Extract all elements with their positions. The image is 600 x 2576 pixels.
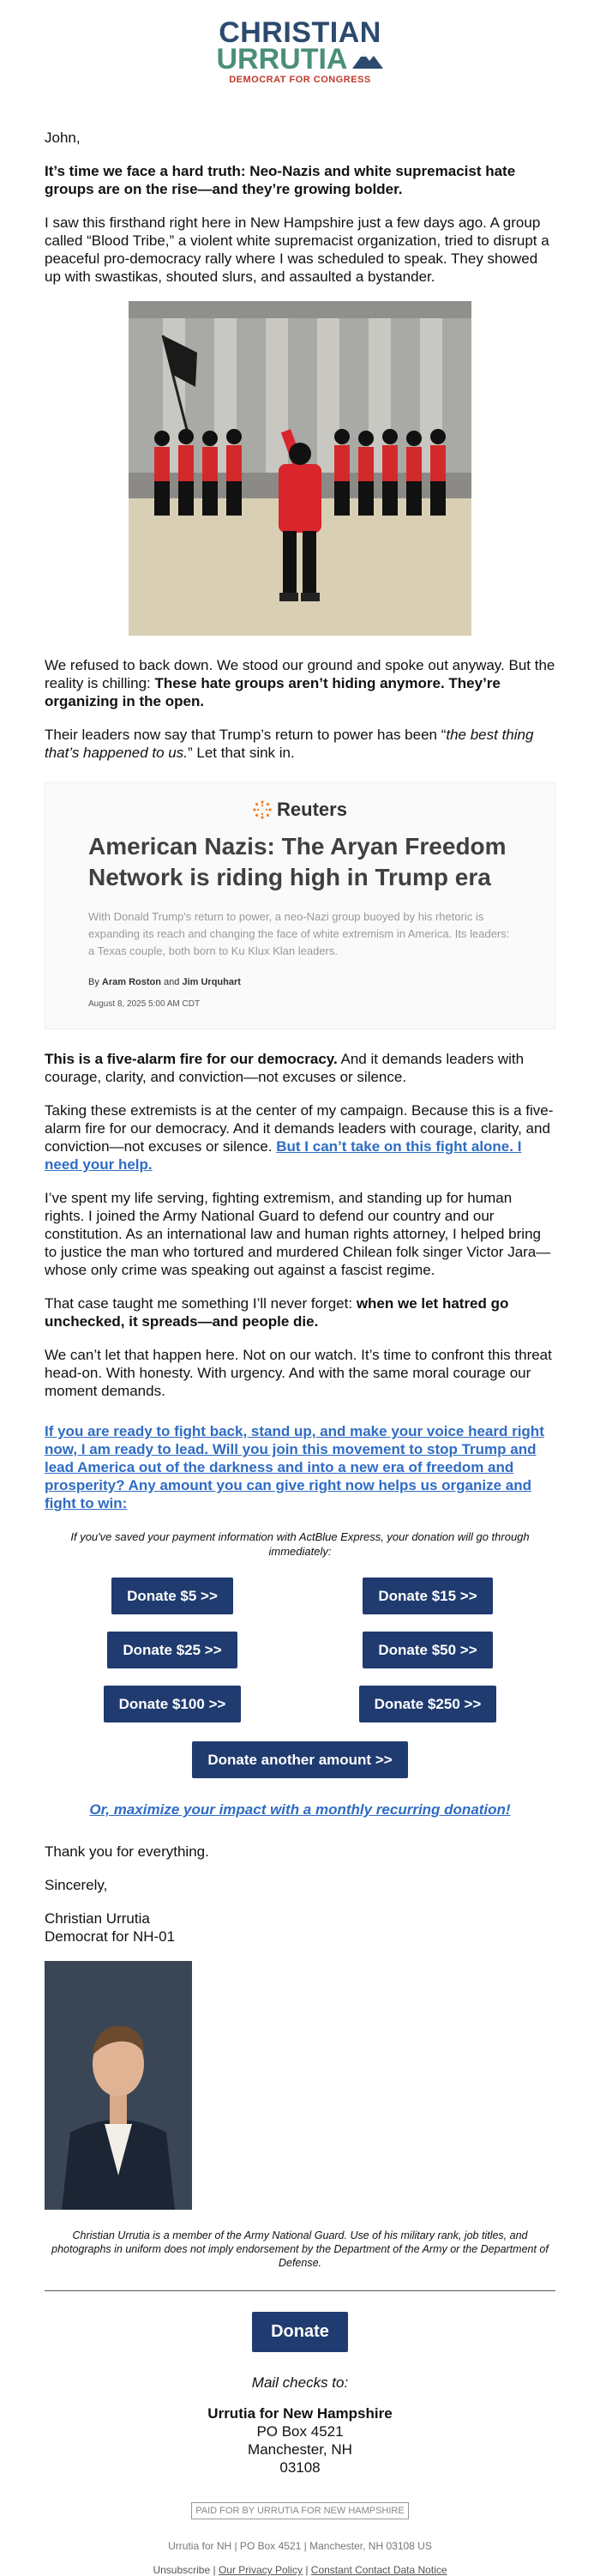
constant-contact-link[interactable]: Constant Contact Data Notice [310,2564,447,2576]
byline-and: and [164,977,180,987]
mountain-icon [352,50,383,69]
reuters-dot-logo-icon [253,800,272,819]
leaders-text-end: ” Let that sink in. [188,745,295,761]
taught-paragraph [45,1294,555,1330]
donate-100-button[interactable]: Donate $100 >> [104,1686,242,1722]
need-help-link[interactable]: But I can’t take on this fight alone. I need your help. [45,1138,522,1173]
logo-last-name-text: URRUTIA [216,43,348,75]
donate-other-amount-button[interactable]: Donate another amount >> [192,1741,407,1778]
signature-block [45,1909,555,1946]
monthly-donation-link[interactable]: Or, maximize your impact with a monthly recurring donation! [89,1801,511,1818]
intro-statement: It’s time we face a hard truth: Neo-Nazis and white supremacist hate groups are on the rise—and they’re growing bolder. [45,163,516,197]
military-disclaimer: Christian Urrutia is a member of the Army National Guard. Use of his military rank, job titles, and photographs in uniform does not imply endorsement by the Department of the Army or the Department of Defense. [51,2229,549,2269]
taught-bold: when we let hatred go unchecked, it spreads—and people die. [45,1295,509,1330]
byline-author-2: Jim Urquhart [182,977,241,987]
leaders-quote: the best thing that’s happened to us. [45,727,534,761]
witness-paragraph: I saw this firsthand right here in New Hampshire just a few days ago. A group called “Blood Tribe,” a violent white supremacist organization, tried to disrupt a peaceful pro-democracy rally where I was scheduled to speak. They showed up with swastikas, shouted slurs, and assaulted a bystander. [45,214,549,285]
footer-divider [45,2290,555,2291]
thanks-line: Thank you for everything. [45,1843,209,1860]
donate-250-button[interactable]: Donate $250 >> [359,1686,497,1722]
sincerely-line: Sincerely, [45,1877,108,1893]
fire-paragraph [45,1050,555,1086]
taught-text: That case taught me something I’ll never forget: [45,1295,357,1312]
logo-first-name: CHRISTIAN [219,16,381,49]
reuters-brand-text: Reuters [277,799,347,820]
greeting: John, [45,130,81,146]
logo-last-name [216,43,384,75]
refused-paragraph [45,656,555,710]
donate-25-button[interactable]: Donate $25 >> [107,1632,237,1668]
mail-city: Manchester, NH [248,2441,352,2458]
privacy-policy-link[interactable]: Our Privacy Policy [218,2564,303,2576]
actblue-note: If you've saved your payment information with ActBlue Express, your donation will go through immediately: [70,1530,530,1558]
candidate-headshot [45,1961,192,2210]
donate-15-button[interactable]: Donate $15 >> [363,1578,492,1614]
campaign-logo [0,0,600,86]
byline-author-1: Aram Roston [101,977,161,987]
watch-paragraph: We can’t let that happen here. Not on our watch. It’s time to confront this threat head-on. With honesty. With urgency. And with the same moral courage our moment demands. [45,1347,552,1399]
reuters-subhead: With Donald Trump's return to power, a neo-Nazi group buoyed by his rhetoric is expanding its reach and changing the face of white extremism in America. Its leaders: a Texas couple, both born to Ku Klux Klan leaders. [88,910,510,957]
refused-bold: These hate groups aren’t hiding anymore. They’re organizing in the open. [45,675,501,709]
signer-name: Christian Urrutia [45,1910,150,1927]
rally-photo-illustration [129,301,471,636]
reuters-date: August 8, 2025 5:00 AM CDT [88,999,201,1009]
logo-tagline: DEMOCRAT FOR CONGRESS [229,75,371,85]
reuters-brand [88,800,512,819]
mail-org: Urrutia for New Hampshire [207,2405,393,2422]
extremists-paragraph [45,1101,555,1173]
reuters-headline: American Nazis: The Aryan Freedom Network is riding high in Trump era [88,833,507,890]
signer-title: Democrat for NH-01 [45,1928,176,1945]
paid-for-box: PAID FOR BY URRUTIA FOR NEW HAMPSHIRE [191,2502,408,2519]
reuters-byline [88,974,512,992]
leaders-text-start: Their leaders now say that Trump’s return to power has been “ [45,727,447,743]
donate-5-button[interactable]: Donate $5 >> [111,1578,233,1614]
mail-box: PO Box 4521 [256,2423,344,2440]
unsubscribe-link[interactable]: Unsubscribe [153,2564,211,2576]
donate-main-button[interactable]: Donate [252,2312,348,2352]
extremists-text: Taking these extremists is at the center of my campaign. Because this is a five-alarm fire for our democracy. And it demands leaders with courage, clarity, and conviction—not excuses or silence. [45,1102,554,1155]
fire-bold: This is a five-alarm fire for our democracy. [45,1051,338,1067]
footer-address: Urrutia for NH | PO Box 4521 | Manchester, NH 03108 US [168,2540,432,2552]
fire-rest: And it demands leaders with courage, clarity, and conviction—not excuses or silence. [45,1051,525,1085]
donate-50-button[interactable]: Donate $50 >> [363,1632,492,1668]
reuters-article-card[interactable] [45,782,555,1029]
mail-label: Mail checks to: [251,2374,349,2391]
mail-zip: 03108 [279,2459,321,2476]
rally-photo [129,301,471,636]
donate-button-grid [45,1578,555,1722]
byline-prefix: By [88,977,99,987]
cta-paragraph [45,1422,555,1512]
headshot-illustration [45,1961,192,2210]
refused-text: We refused to back down. We stood our ground and spoke out anyway. But the reality is chilling: [45,657,555,691]
footer-links: Unsubscribe | Our Privacy Policy | Constant Contact Data Notice [153,2564,447,2576]
life-paragraph: I’ve spent my life serving, fighting extremism, and standing up for human rights. I joined the Army National Guard to defend our country and our constitution. As an international law and human rights attorney, I helped bring to justice the man who tortured and murdered Chilean folk singer Victor Jara—whose only crime was speaking out against a fascist regime. [45,1190,551,1278]
leaders-paragraph [45,726,555,762]
cta-donate-link[interactable]: If you are ready to fight back, stand up, and make your voice heard right now, I am ready to lead. Will you join this movement to stop Trump and lead America out of the darkness and into a new era of freedom and prosperity? Any amount you can give right now helps us organize and fight to win: [45,1423,544,1511]
